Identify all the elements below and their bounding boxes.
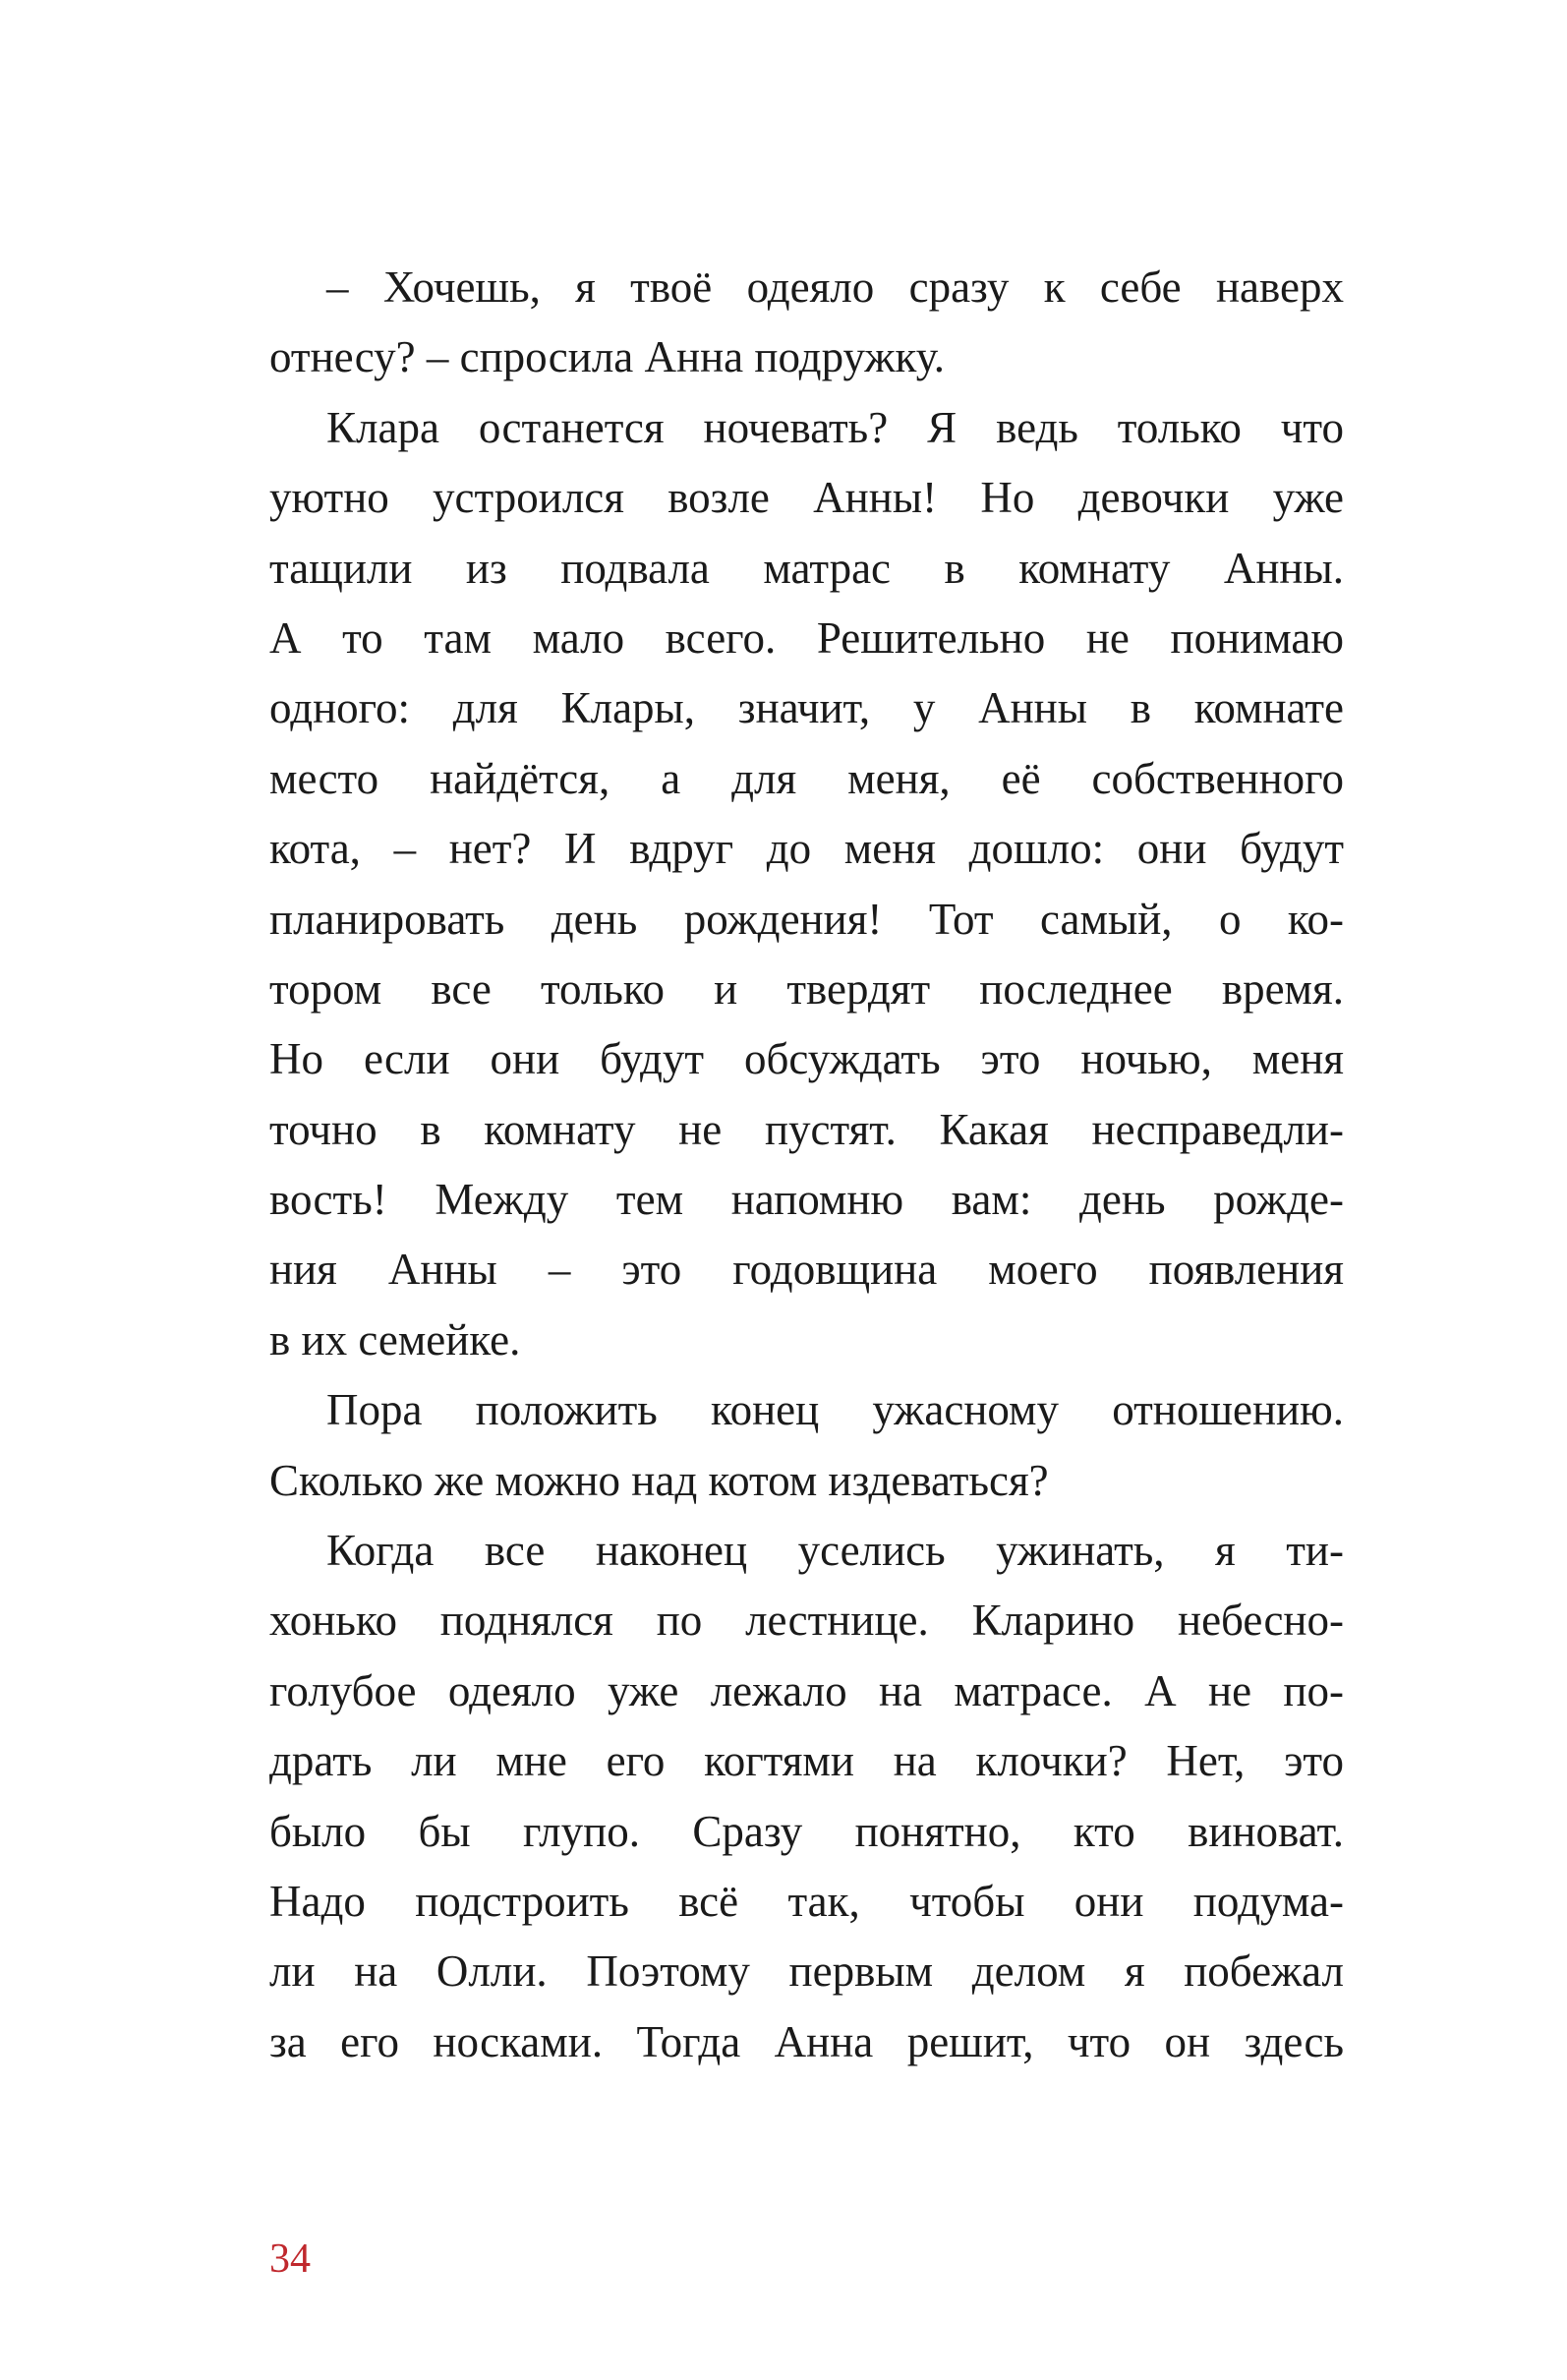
page-number: 34 <box>269 2236 311 2282</box>
text-line: тором все только и твердят последнее время. <box>269 963 1344 1014</box>
text-line: Пора положить конец ужасному отношению. <box>326 1385 1344 1435</box>
text-line: точно в комнату не пустят. Какая несправедли- <box>269 1104 1344 1154</box>
text-line: Но если они будут обсуждать это ночью, меня <box>269 1034 1344 1084</box>
text-line: кота, – нет? И вдруг до меня дошло: они будут <box>269 824 1344 874</box>
text-line: – Хочешь, я твоё одеяло сразу к себе наверх <box>326 262 1344 312</box>
text-line: отнесу? – спросила Анна подружку. <box>269 332 945 382</box>
text-line: хонько поднялся по лестнице. Кларино небесно- <box>269 1596 1344 1646</box>
text-line: А то там мало всего. Решительно не понимаю <box>269 612 1344 663</box>
text-line: в их семейке. <box>269 1314 521 1364</box>
text-line: вость! Между тем напомню вам: день рожде- <box>269 1175 1344 1225</box>
text-line: ния Анны – это годовщина моего появления <box>269 1245 1344 1295</box>
text-line: тащили из подвала матрас в комнату Анны. <box>269 543 1344 593</box>
text-line: уютно устроился возле Анны! Но девочки уже <box>269 473 1344 523</box>
text-line: планировать день рождения! Тот самый, о ко- <box>269 894 1344 944</box>
text-line: драть ли мне его когтями на клочки? Нет, это <box>269 1736 1344 1786</box>
body-text <box>269 253 1344 2077</box>
text-line: одного: для Клары, значит, у Анны в комнате <box>269 683 1344 733</box>
text-line: Сколько же можно над котом издеваться? <box>269 1455 1049 1505</box>
text-line: место найдётся, а для меня, её собственного <box>269 753 1344 803</box>
text-line: голубое одеяло уже лежало на матрасе. А не по- <box>269 1665 1344 1715</box>
text-line: ли на Олли. Поэтому первым делом я побежал <box>269 1946 1344 1997</box>
text-line: за его носками. Тогда Анна решит, что он здесь <box>269 2016 1344 2066</box>
text-line: Когда все наконец уселись ужинать, я ти- <box>326 1526 1344 1576</box>
text-line: было бы глупо. Сразу понятно, кто виноват. <box>269 1806 1344 1856</box>
text-line: Надо подстроить всё так, чтобы они подума- <box>269 1876 1344 1926</box>
text-line: Клара останется ночевать? Я ведь только что <box>326 402 1344 452</box>
